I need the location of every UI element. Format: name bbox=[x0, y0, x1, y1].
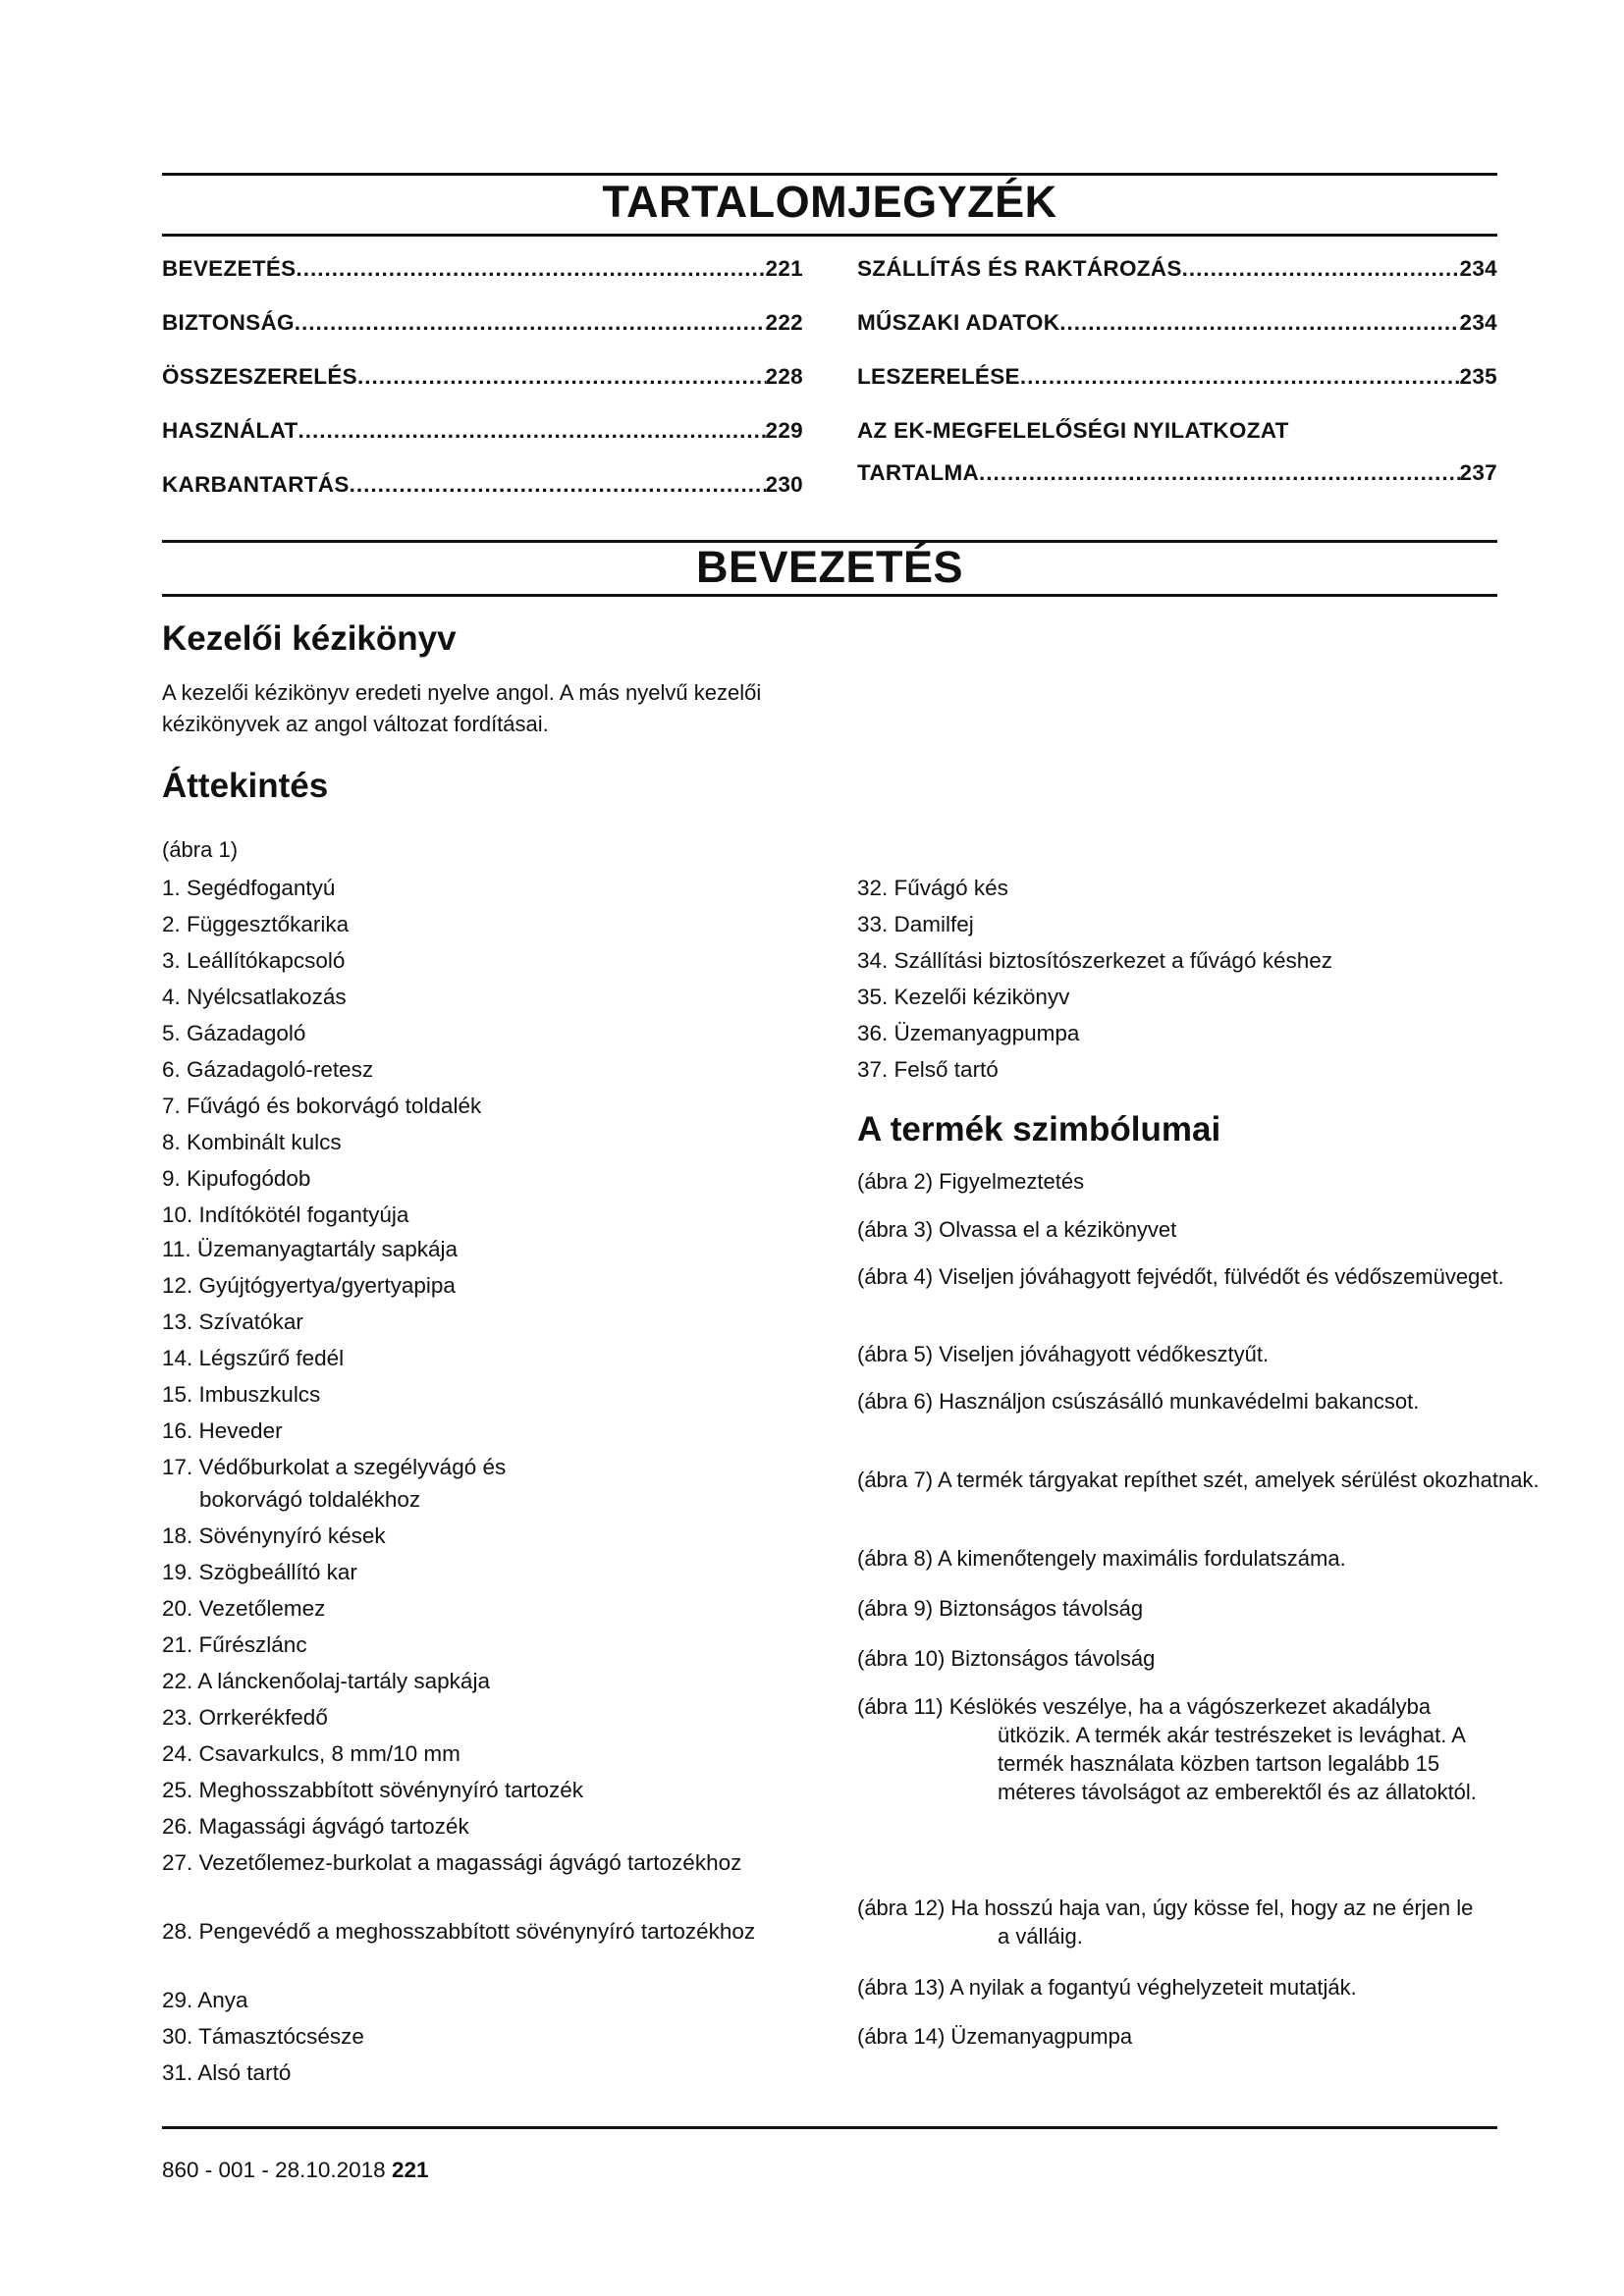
figure-ref: (ábra 9) bbox=[857, 1596, 934, 1621]
symbol-text: A termék tárgyakat repíthet szét, amelyek sérülést okozhatnak. bbox=[937, 1468, 1540, 1492]
list-item: 29. Anya bbox=[162, 1988, 248, 2012]
toc-entry[interactable] bbox=[162, 417, 803, 471]
toc-entry[interactable] bbox=[857, 417, 1497, 506]
toc-entry-label: HASZNÁLAT bbox=[162, 418, 298, 443]
toc-bottom-rule bbox=[162, 234, 1497, 237]
page-footer bbox=[162, 2158, 429, 2183]
list-item: 23. Orrkerékfedő bbox=[162, 1705, 328, 1730]
toc-entry[interactable] bbox=[162, 255, 803, 309]
list-item: 4. Nyélcsatlakozás bbox=[162, 985, 347, 1009]
figure-ref: (ábra 8) bbox=[857, 1546, 934, 1571]
symbol-text: Késlökés veszélye, ha a vágószerkezet akadályba ütközik. A termék akár testrészeket is levághat. A termék használata közben tartson legalább 15 méteres távolságot az emberektől és az állatoktól. bbox=[948, 1694, 1477, 1804]
symbol-text: Üzemanyagpumpa bbox=[950, 2024, 1133, 2049]
list-item: 37. Felső tartó bbox=[857, 1057, 999, 1082]
toc-entry-label: AZ EK-MEGFELELŐSÉGI NYILATKOZAT bbox=[857, 418, 1289, 443]
toc-entry-label: BIZTONSÁG bbox=[162, 310, 295, 335]
symbol-text: A kimenőtengely maximális fordulatszáma. bbox=[937, 1546, 1346, 1571]
toc-entry-label-continued: TARTALMA bbox=[857, 460, 980, 485]
symbol-text: Biztonságos távolság bbox=[950, 1646, 1156, 1671]
symbol-entry bbox=[857, 1643, 1505, 1675]
figure-ref: (ábra 5) bbox=[857, 1342, 934, 1366]
overview-heading: Áttekintés bbox=[162, 767, 329, 805]
list-item: 17. Védőburkolat a szegélyvágó és bokorvágó toldalékhoz bbox=[162, 1455, 507, 1512]
manual-heading: Kezelői kézikönyv bbox=[162, 619, 457, 658]
symbol-entry bbox=[857, 1166, 1505, 1198]
intro-title: BEVEZETÉS bbox=[695, 542, 964, 592]
list-item: 36. Üzemanyagpumpa bbox=[857, 1021, 1080, 1045]
list-item: 26. Magassági ágvágó tartozék bbox=[162, 1814, 469, 1839]
toc-entry[interactable] bbox=[857, 255, 1497, 309]
list-item: 34. Szállítási biztosítószerkezet a fűvágó késhez bbox=[857, 948, 1333, 973]
list-item: 11. Üzemanyagtartály sapkája bbox=[162, 1237, 458, 1261]
symbol-entry bbox=[857, 1214, 1505, 1246]
symbol-text: Figyelmeztetés bbox=[939, 1169, 1085, 1194]
symbol-text: A nyilak a fogantyú véghelyzeteit mutatják. bbox=[949, 1975, 1357, 2000]
figure-ref: (ábra 4) bbox=[857, 1264, 934, 1289]
list-item: 6. Gázadagoló-retesz bbox=[162, 1057, 374, 1082]
toc-entry[interactable] bbox=[162, 309, 803, 363]
list-item: 19. Szögbeállító kar bbox=[162, 1560, 357, 1584]
symbols-heading: A termék szimbólumai bbox=[857, 1110, 1221, 1148]
list-item: 16. Heveder bbox=[162, 1418, 283, 1443]
toc-right-column bbox=[857, 255, 1497, 506]
symbol-text: Biztonságos távolság bbox=[939, 1596, 1144, 1621]
figure-ref: (ábra 11) bbox=[857, 1694, 944, 1719]
toc-entry-label: BEVEZETÉS bbox=[162, 256, 297, 281]
toc-entry-label: ÖSSZESZERELÉS bbox=[162, 364, 357, 389]
symbol-entry bbox=[857, 1339, 1505, 1370]
toc-entry-page: 234 bbox=[1459, 256, 1497, 281]
toc-entry-label: LESZERELÉSE bbox=[857, 364, 1020, 389]
symbol-text: Viseljen jóváhagyott védőkesztyűt. bbox=[939, 1342, 1270, 1366]
list-item: 33. Damilfej bbox=[857, 912, 974, 936]
symbol-text: Olvassa el a kézikönyvet bbox=[939, 1217, 1177, 1242]
list-item: 12. Gyújtógyertya/gyertyapipa bbox=[162, 1273, 456, 1298]
toc-entry-page: 222 bbox=[765, 310, 803, 335]
intro-bottom-rule bbox=[162, 594, 1497, 597]
symbol-text: Használjon csúszásálló munkavédelmi bakancsot. bbox=[939, 1389, 1420, 1414]
toc-entry-page: 237 bbox=[1459, 460, 1497, 485]
figure-ref: (ábra 10) bbox=[857, 1646, 946, 1671]
footer-rule bbox=[162, 2126, 1497, 2129]
toc-entry-label: SZÁLLÍTÁS ÉS RAKTÁROZÁS bbox=[857, 256, 1182, 281]
toc-entry-page: 234 bbox=[1459, 310, 1497, 335]
toc-entry-label: KARBANTARTÁS bbox=[162, 472, 350, 497]
list-item: 8. Kombinált kulcs bbox=[162, 1130, 342, 1154]
list-item: 15. Imbuszkulcs bbox=[162, 1382, 321, 1407]
list-item: 3. Leállítókapcsoló bbox=[162, 948, 346, 973]
list-item: 13. Szívatókar bbox=[162, 1309, 303, 1334]
figure-ref: (ábra 14) bbox=[857, 2024, 946, 2049]
list-item: 24. Csavarkulcs, 8 mm/10 mm bbox=[162, 1741, 460, 1766]
list-item: 27. Vezetőlemez-burkolat a magassági ágvágó tartozékhoz bbox=[162, 1850, 742, 1875]
list-item: 18. Sövénynyíró kések bbox=[162, 1523, 386, 1548]
list-item: 35. Kezelői kézikönyv bbox=[857, 985, 1070, 1009]
toc-title: TARTALOMJEGYZÉK bbox=[602, 177, 1057, 227]
toc-entry-page: 235 bbox=[1459, 364, 1497, 389]
list-item: 22. A lánckenőolaj-tartály sapkája bbox=[162, 1669, 490, 1693]
toc-entry[interactable] bbox=[857, 309, 1497, 363]
toc-entry-page: 228 bbox=[765, 364, 803, 389]
toc-entry[interactable] bbox=[162, 471, 803, 525]
symbol-entry bbox=[857, 1593, 1505, 1625]
toc-left-column bbox=[162, 255, 803, 525]
overview-figure-ref: (ábra 1) bbox=[162, 837, 239, 862]
figure-ref: (ábra 13) bbox=[857, 1975, 946, 2000]
figure-ref: (ábra 3) bbox=[857, 1217, 934, 1242]
list-item: 5. Gázadagoló bbox=[162, 1021, 306, 1045]
symbol-entry bbox=[857, 1972, 1505, 2003]
symbol-entry bbox=[857, 1894, 1479, 1950]
list-item: 14. Légszűrő fedél bbox=[162, 1346, 345, 1370]
symbol-entry bbox=[857, 2021, 1505, 2053]
overview-parts-list-left bbox=[162, 872, 790, 2093]
manual-text: A kezelői kézikönyv eredeti nyelve angol. A más nyelvű kezelői kézikönyvek az angol változat fordításai. bbox=[162, 680, 762, 736]
list-item: 20. Vezetőlemez bbox=[162, 1596, 326, 1621]
list-item: 31. Alsó tartó bbox=[162, 2060, 292, 2085]
symbol-entry bbox=[857, 1466, 1542, 1494]
overview-parts-list-right bbox=[857, 872, 1497, 1090]
document-reference: 860 - 001 - 28.10.2018 bbox=[162, 2158, 386, 2182]
toc-entry-page: 221 bbox=[765, 256, 803, 281]
list-item: 10. Indítókötél fogantyúja bbox=[162, 1202, 409, 1227]
list-item: 21. Fűrészlánc bbox=[162, 1632, 307, 1657]
list-item: 25. Meghosszabbított sövénynyíró tartozék bbox=[162, 1778, 583, 1802]
list-item: 2. Függesztőkarika bbox=[162, 912, 350, 936]
list-item: 1. Segédfogantyú bbox=[162, 876, 336, 900]
symbol-text: Viseljen jóváhagyott fejvédőt, fülvédőt és védőszemüveget. bbox=[939, 1264, 1504, 1289]
page-number: 221 bbox=[391, 2158, 429, 2182]
toc-entry-page: 229 bbox=[765, 418, 803, 443]
symbol-entry bbox=[857, 1387, 1542, 1415]
figure-ref: (ábra 7) bbox=[857, 1468, 934, 1492]
symbol-entry bbox=[857, 1543, 1505, 1575]
list-item: 30. Támasztócsésze bbox=[162, 2024, 364, 2049]
toc-entry[interactable] bbox=[162, 363, 803, 417]
figure-ref: (ábra 12) bbox=[857, 1896, 946, 1920]
figure-ref: (ábra 6) bbox=[857, 1389, 934, 1414]
symbol-entry bbox=[857, 1692, 1493, 1806]
toc-entry-label: MŰSZAKI ADATOK bbox=[857, 310, 1060, 335]
symbol-entry bbox=[857, 1262, 1542, 1291]
toc-entry[interactable] bbox=[857, 363, 1497, 417]
toc-entry-page: 230 bbox=[765, 472, 803, 497]
figure-ref: (ábra 2) bbox=[857, 1169, 934, 1194]
list-item: 28. Pengevédő a meghosszabbított sövénynyíró tartozékhoz bbox=[162, 1919, 756, 1944]
list-item: 7. Fűvágó és bokorvágó toldalék bbox=[162, 1094, 482, 1118]
list-item: 9. Kipufogódob bbox=[162, 1166, 311, 1191]
list-item: 32. Fűvágó kés bbox=[857, 876, 1008, 900]
symbol-text: Ha hosszú haja van, úgy kösse fel, hogy az ne érjen le a válláig. bbox=[950, 1896, 1474, 1949]
toc-top-rule bbox=[162, 173, 1497, 176]
